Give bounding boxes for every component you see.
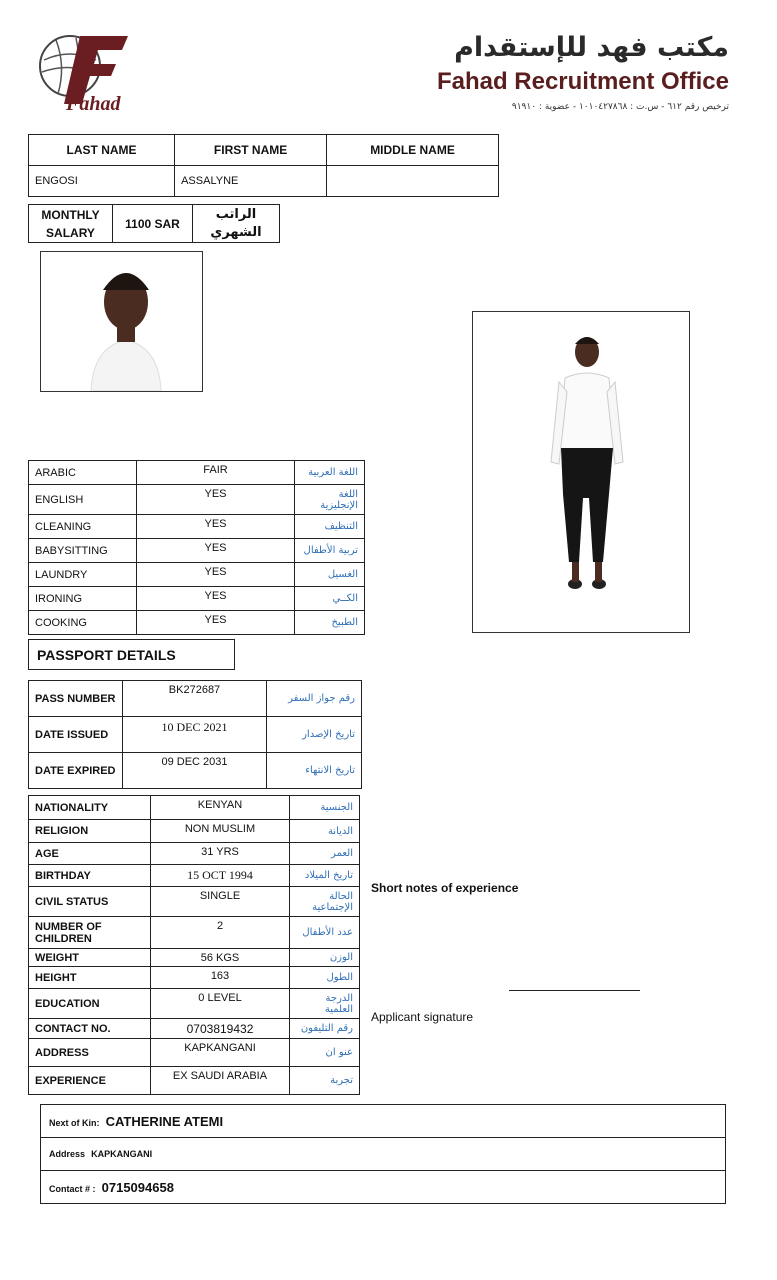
personal-label: HEIGHT: [29, 967, 151, 989]
middle-name-value: [327, 166, 499, 197]
kin-address-cell: [41, 1138, 726, 1171]
personal-label: EXPERIENCE: [29, 1067, 151, 1095]
personal-label-arabic: الدرجة العلمية: [290, 989, 360, 1019]
skill-label: IRONING: [29, 587, 137, 611]
personal-label: NUMBER OF CHILDREN: [29, 917, 151, 949]
personal-row: [29, 1019, 360, 1039]
skill-value: YES: [137, 587, 295, 611]
personal-details-table: [28, 795, 360, 1095]
passport-label-arabic: تاريخ الانتهاء: [267, 753, 362, 789]
passport-value: BK272687: [123, 681, 267, 717]
personal-row: [29, 1067, 360, 1095]
passport-label: DATE EXPIRED: [29, 753, 123, 789]
skill-row: [29, 515, 365, 539]
personal-row: [29, 887, 360, 917]
salary-label-arabic: الراتب الشهري: [193, 205, 280, 243]
skill-row: [29, 461, 365, 485]
personal-row: [29, 796, 360, 820]
personal-value: 0 LEVEL: [151, 989, 290, 1019]
skill-label: ENGLISH: [29, 485, 137, 515]
skill-value: FAIR: [137, 461, 295, 485]
personal-row: [29, 989, 360, 1019]
personal-row: [29, 967, 360, 989]
kin-contact-label: Contact # :: [49, 1183, 96, 1194]
personal-label: BIRTHDAY: [29, 865, 151, 887]
personal-label-arabic: تاريخ الميلاد: [290, 865, 360, 887]
skill-row: [29, 539, 365, 563]
skill-value: YES: [137, 563, 295, 587]
kin-name-value: CATHERINE ATEMI: [105, 1113, 224, 1129]
skill-label: COOKING: [29, 611, 137, 635]
logo-text: Fahad: [66, 93, 121, 115]
personal-row: [29, 843, 360, 865]
personal-label-arabic: عنو ان: [290, 1039, 360, 1067]
skills-table: [28, 460, 365, 635]
applicant-signature-label: Applicant signature: [371, 1010, 474, 1024]
personal-label: NATIONALITY: [29, 796, 151, 820]
skill-label-arabic: تربية الأطفال: [295, 539, 365, 563]
middle-name-header: MIDDLE NAME: [327, 135, 499, 166]
personal-value: 0703819432: [151, 1019, 290, 1039]
first-name-header: FIRST NAME: [175, 135, 327, 166]
personal-value: NON MUSLIM: [151, 820, 290, 843]
personal-value: 56 KGS: [151, 949, 290, 967]
personal-label-arabic: الوزن: [290, 949, 360, 967]
skill-value: YES: [137, 485, 295, 515]
kin-address-value: KAPKANGANI: [91, 1149, 153, 1159]
skill-label-arabic: اللغة الإنجليزية: [295, 485, 365, 515]
personal-value: 31 YRS: [151, 843, 290, 865]
skill-label-arabic: الغسيل: [295, 563, 365, 587]
personal-label: RELIGION: [29, 820, 151, 843]
passport-value: 09 DEC 2031: [123, 753, 267, 789]
experience-notes-label: Short notes of experience: [371, 881, 519, 895]
kin-name-label: Next of Kin:: [49, 1117, 100, 1128]
license-line: ترخيص رقم ٦١٢ - س.ت : ١٠١٠٤٢٧٨٦٨ - عضوية : ٩١٩١٠: [511, 102, 729, 112]
kin-address-label: Address: [49, 1149, 86, 1159]
skill-value: YES: [137, 515, 295, 539]
full-body-photo: [472, 311, 690, 633]
salary-label: MONTHLY SALARY: [29, 205, 113, 243]
passport-value: 10 DEC 2021: [123, 717, 267, 753]
skill-label: ARABIC: [29, 461, 137, 485]
personal-label-arabic: رقم التليفون: [290, 1019, 360, 1039]
personal-label-arabic: الديانة: [290, 820, 360, 843]
last-name-header: LAST NAME: [29, 135, 175, 166]
brand-name-arabic: مكتب فهد للإستقدام: [454, 32, 729, 63]
skill-row: [29, 563, 365, 587]
face-photo: [40, 251, 203, 392]
personal-label-arabic: تجربة: [290, 1067, 360, 1095]
skill-label-arabic: التنظيف: [295, 515, 365, 539]
brand-name-english: Fahad Recruitment Office: [436, 68, 729, 95]
first-name-value: ASSALYNE: [175, 166, 327, 197]
passport-table: [28, 680, 362, 789]
company-logo: [36, 30, 142, 116]
kin-name-cell: [41, 1105, 726, 1138]
skill-value: YES: [137, 611, 295, 635]
personal-label-arabic: الجنسية: [290, 796, 360, 820]
skill-row: [29, 587, 365, 611]
personal-label-arabic: الحالة الإجتماعية: [290, 887, 360, 917]
personal-label: ADDRESS: [29, 1039, 151, 1067]
passport-details-title: PASSPORT DETAILS: [28, 639, 235, 670]
salary-value: 1100 SAR: [113, 205, 193, 243]
skill-label: BABYSITTING: [29, 539, 137, 563]
passport-row: [29, 681, 362, 717]
name-table: [28, 134, 499, 197]
skill-label-arabic: الكــي: [295, 587, 365, 611]
skill-label-arabic: اللغة العربية: [295, 461, 365, 485]
passport-row: [29, 717, 362, 753]
personal-row: [29, 1039, 360, 1067]
passport-row: [29, 753, 362, 789]
passport-label-arabic: رقم جواز السفر: [267, 681, 362, 717]
personal-label: AGE: [29, 843, 151, 865]
personal-label: CONTACT NO.: [29, 1019, 151, 1039]
personal-label-arabic: العمر: [290, 843, 360, 865]
personal-label-arabic: عدد الأطفال: [290, 917, 360, 949]
passport-label: PASS NUMBER: [29, 681, 123, 717]
last-name-value: ENGOSI: [29, 166, 175, 197]
skill-row: [29, 485, 365, 515]
skill-label: CLEANING: [29, 515, 137, 539]
personal-value: 15 OCT 1994: [151, 865, 290, 887]
next-of-kin-table: [40, 1104, 726, 1204]
signature-line: [509, 990, 640, 991]
personal-value: KENYAN: [151, 796, 290, 820]
salary-table: [28, 204, 280, 243]
personal-label: CIVIL STATUS: [29, 887, 151, 917]
passport-label-arabic: تاريخ الإصدار: [267, 717, 362, 753]
passport-label: DATE ISSUED: [29, 717, 123, 753]
personal-value: 163: [151, 967, 290, 989]
personal-label-arabic: الطول: [290, 967, 360, 989]
personal-value: KAPKANGANI: [151, 1039, 290, 1067]
personal-row: [29, 917, 360, 949]
skill-row: [29, 611, 365, 635]
kin-contact-value: 0715094658: [101, 1179, 174, 1195]
personal-label: WEIGHT: [29, 949, 151, 967]
personal-row: [29, 820, 360, 843]
personal-value: EX SAUDI ARABIA: [151, 1067, 290, 1095]
skill-value: YES: [137, 539, 295, 563]
personal-value: SINGLE: [151, 887, 290, 917]
kin-contact-cell: [41, 1171, 726, 1204]
personal-row: [29, 865, 360, 887]
personal-value: 2: [151, 917, 290, 949]
personal-label: EDUCATION: [29, 989, 151, 1019]
skill-label: LAUNDRY: [29, 563, 137, 587]
skill-label-arabic: الطبيخ: [295, 611, 365, 635]
personal-row: [29, 949, 360, 967]
